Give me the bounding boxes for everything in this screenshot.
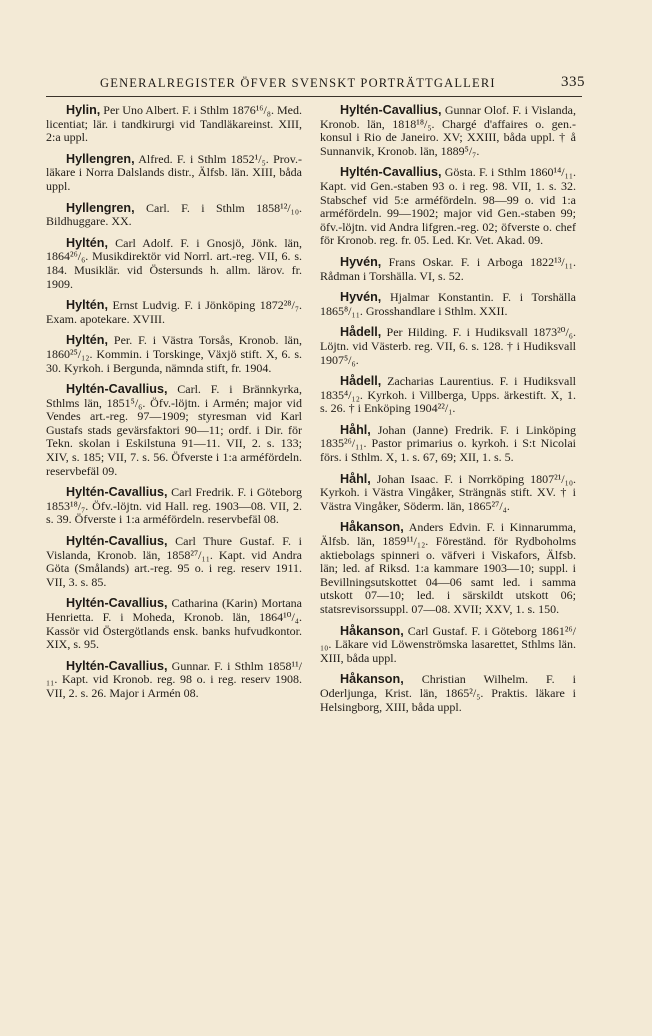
register-entry [320,673,576,714]
entry-name: Hyllengren, [66,200,135,215]
entry-name: Hyltén-Cavallius, [66,382,168,397]
entry-name: Hyltén-Cavallius, [66,596,168,611]
page-number: 335 [561,74,585,90]
entry-text: Anders Edvin. F. i Kinnarumma, Älfsb. län, 1859¹¹/₁₂. Föreständ. för Rydboholms aktiebolags spinneri o. väfveri i Viskafors, Älfsb. län; led. af Riksd. 1:a kammare 1903—10; suppl. i Bevillningsutskottet 04—06 samt led. i samma utskott 07—10; led. i särskildt utskott 06; statsrevisorssuppl. 07—08. XVII; XXV, 1. s. 150. [320,520,576,616]
register-entry [320,424,576,465]
entry-text: Carl Adolf. F. i Gnosjö, Jönk. län, 1864²⁶/₆. Musikdirektör vid Norrl. art.-reg. VII, 6. s. 184. Musiklär. vid Östersunds h. allm. lärov. fr. 1909. [46,235,302,291]
entry-name: Hyltén, [66,333,108,348]
register-entry [46,202,302,229]
entry-text: Johan Isaac. F. i Norrköping 1807²¹/₁₀. Kyrkoh. i Västra Vingåker, Strängnäs stift. XV. † i Västra Vingåker, Söderm. län, 1865²⁷/₄. [320,471,576,513]
register-entry [46,486,302,527]
entry-name: Hyvén, [340,290,382,305]
register-entry [46,153,302,194]
left-column [46,104,302,709]
register-entry [320,473,576,514]
register-entry [46,334,302,375]
entry-name: Hyllengren, [66,151,135,166]
entry-name: Hyltén-Cavallius, [66,485,168,500]
entry-text: Carl Fredrik. F. i Göteborg 1853¹⁸/₇. Öfv.-löjtn. vid Hall. reg. 1903—08. VII, 2. s. 39. Öfverste i 1:a arméfördeln. reservbefäl 08. [46,485,302,527]
entry-text: Johan (Janne) Fredrik. F. i Linköping 1835²⁶/₁₁. Pastor primarius o. kyrkoh. i S:t Nicolai förs. i Sthlm. X, 1. s. 67, 69; XII, 1. s. 5. [320,422,576,465]
register-entry [320,291,576,318]
register-entry [46,660,302,701]
register-entry [320,521,576,616]
entry-name: Hyltén-Cavallius, [66,658,168,673]
entry-text: Carl. F. i Sthlm 1858¹²/₁₀. Bildhuggare. XX. [46,200,302,229]
entry-text: Catharina (Karin) Mortana Henrietta. F. i Moheda, Kronob. län, 1864¹⁰/₄. Kassör vid Östergötlands ensk. banks hufvudkontor. XIX, s. 95. [46,596,302,652]
register-entry [46,237,302,291]
entry-text: Frans Oskar. F. i Arboga 1822¹³/₁₁. Rådman i Torshälla. VI, s. 52. [320,254,576,283]
register-entry [46,535,302,589]
entry-text: Ernst Ludvig. F. i Jönköping 1872²⁸/₇. Exam. apotekare. XVIII. [46,298,302,326]
entry-name: Hyltén-Cavallius, [340,103,442,117]
register-entry [46,299,302,326]
entry-text: Hjalmar Konstantin. F. i Torshälla 1865⁸/₁₁. Grosshandlare i Sthlm. XXII. [320,290,576,318]
entry-name: Håhl, [340,471,371,486]
entry-name: Hyltén, [66,298,108,313]
entry-name: Hyvén, [340,254,382,269]
register-entry [320,104,576,158]
entry-text: Gunnar Olof. F. i Vislanda, Kronob. län, 1818¹⁸/₅. Chargé d'affaires o. gen.-konsul i Rio de Janeiro. XV; XXIII, båda uppl. † å Sunnanvik, Kronob. län, 1889⁵/₇. [320,103,576,158]
entry-name: Hyltén-Cavallius, [66,534,168,549]
register-entry [46,597,302,651]
entry-name: Håhl, [340,422,371,437]
register-entry [320,326,576,367]
header-rule [46,96,582,97]
entry-name: Håkanson, [340,623,404,638]
register-entry [46,104,302,145]
entry-name: Hyltén, [66,235,108,250]
entry-name: Hådell, [340,374,382,389]
entry-text: Per. F. i Västra Torsås, Kronob. län, 1860²⁵/₁₂. Kommin. i Torskinge, Växjö stift. X, 6. s. 30. Kyrkoh. i Bergunda, nämnda stift, fr. 1904. [46,333,302,375]
entry-text: Gunnar. F. i Sthlm 1858¹¹/₁₁. Kapt. vid Kronob. reg. 98 o. i reg. reserv 1908. VII, 2. s. 26. Major i Armén 08. [46,658,302,700]
register-entry [46,383,302,478]
entry-text: Per Hilding. F. i Hudiksvall 1873²⁰/₆. Löjtn. vid Västerb. reg. VII, 6. s. 128. † i Hudiksvall 1907⁵/₆. [320,325,576,367]
header-title: GENERALREGISTER ÖFVER SVENSKT PORTRÄTTGALLERI [100,76,496,90]
register-entry [320,375,576,416]
entry-name: Hådell, [340,325,382,340]
entry-text: Carl Gustaf. F. i Göteborg 1861²⁶/₁₀. Läkare vid Löwenströmska lasarettet, Sthlms län. XIII, båda uppl. [320,623,576,665]
entry-name: Hylin, [66,103,101,117]
register-entry [320,256,576,283]
register-entry [320,166,576,248]
right-column [320,104,576,722]
register-entry [320,625,576,666]
entry-name: Håkanson, [340,520,404,535]
entry-text: Alfred. F. i Sthlm 1852¹/₅. Prov.-läkare i Norra Dalslands distr., Älfsb. län. XIII, båda uppl. [46,151,302,193]
entry-text: Christian Wilhelm. F. i Oderljunga, Krist. län, 1865²/₅. Praktis. läkare i Helsingborg, XIII, båda uppl. [320,672,576,714]
entry-text: Zacharias Laurentius. F. i Hudiksvall 1835⁴/₁₂. Kyrkoh. i Villberga, Upps. ärkestift. X, 1. s. 26. † i Enköping 1904²²/₁. [320,374,576,416]
entry-text: Carl Thure Gustaf. F. i Vislanda, Kronob. län, 1858²⁷/₁₁. Kapt. vid Andra Göta (Smålands) art.-reg. 95 o. i reg. reserv 1911. VII, 3. s. 85. [46,534,302,589]
entry-name: Hyltén-Cavallius, [340,165,442,180]
entry-text: Per Uno Albert. F. i Sthlm 1876¹⁶/₈. Med. licentiat; lär. i tandkirurgi vid Tandläkareinst. XIII, 2:a uppl. [46,103,302,145]
entry-name: Håkanson, [340,672,404,687]
entry-text: Carl. F. i Brännkyrka, Sthlms län, 1851⁵/₆. Öfv.-löjtn. i Armén; major vid Vendes art.-reg. 97—1909; styresman vid Karl Gustafs stads gevärsfaktori 90—11; ordf. i Dir. för Tekn. skolan i Eskilstuna 91—11. VII, 2. s. 133; XIV, s. 185; VII, 7. s. 56. Öfverste i 1:a arméfördeln. reservbefäl 09. [46,382,302,478]
entry-text: Gösta. F. i Sthlm 1860¹⁴/₁₁. Kapt. vid Gen.-staben 93 o. i reg. 98. VII, 1. s. 32. Stabschef vid 5:e arméfördeln. 98—99 o. vid 1:a arméfördeln. 99—1902; major vid Gen.-staben 99; öfv.-löjtn. vid Andra lifgren.-reg. 02; öfverste o. chef för Kronob. reg. fr. 05. Led. Kr. Vet. Akad. 09. [320,165,576,248]
